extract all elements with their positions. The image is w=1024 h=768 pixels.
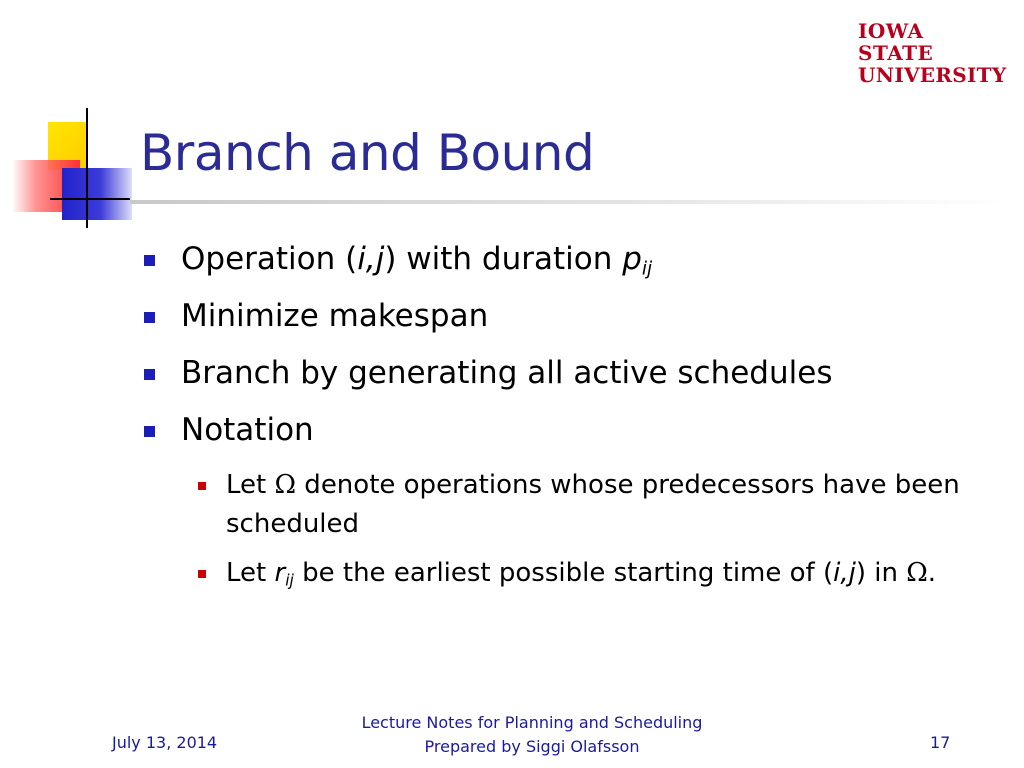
bullet-square-icon	[144, 312, 155, 323]
sub-bullet-square-icon	[198, 570, 206, 578]
slide-title: Branch and Bound	[140, 124, 595, 182]
title-underline	[130, 200, 1010, 204]
ij-text: i,j	[357, 241, 385, 277]
horizontal-line	[50, 198, 130, 200]
blue-square	[62, 168, 132, 220]
sub-bullet-text: Let	[226, 558, 275, 588]
sub-bullet-text: in	[865, 558, 907, 588]
footer-line-1: Lecture Notes for Planning and Scheduling	[361, 713, 703, 732]
bullet-list	[144, 234, 1004, 601]
sub-bullet-square-icon	[198, 482, 206, 490]
ij-text: i,j	[833, 558, 856, 588]
bullet-text: Branch by generating all active schedules	[181, 355, 833, 391]
sub-bullet-text: .	[927, 558, 937, 588]
omega-symbol: Ω	[274, 470, 297, 500]
page-number: 17	[930, 733, 951, 752]
sub-bullet-rij	[189, 554, 1004, 601]
r-symbol: r	[274, 558, 286, 588]
bullet-text: Operation (	[181, 241, 358, 277]
bullet-item-makespan	[144, 291, 1004, 348]
ij-subscript: ij	[641, 258, 653, 280]
sub-bullet-omega	[189, 466, 1004, 544]
bullet-item-operation	[144, 234, 1004, 291]
p-symbol: p	[622, 241, 642, 277]
corner-decoration	[0, 100, 140, 230]
university-logo	[858, 19, 1007, 87]
ij-subscript: ij	[285, 571, 294, 590]
sub-bullet-text: )	[855, 558, 866, 588]
sub-bullet-text: denote operations whose predecessors have been scheduled	[226, 470, 960, 539]
logo-line-2: UNIVERSITY	[858, 63, 1007, 87]
bullet-square-icon	[144, 255, 155, 266]
footer-line-2: Prepared by Siggi Olafsson	[424, 737, 640, 756]
sub-bullet-text: Let	[226, 470, 275, 500]
bullet-square-icon	[144, 369, 155, 380]
footer-notes	[332, 711, 732, 759]
logo-line-1: IOWA STATE	[858, 19, 934, 65]
bullet-text: Minimize makespan	[181, 298, 489, 334]
bullet-item-notation	[144, 405, 1004, 462]
footer-date: July 13, 2014	[112, 733, 218, 752]
bullet-square-icon	[144, 426, 155, 437]
sub-bullet-text: be the earliest possible starting time of (	[293, 558, 834, 588]
bullet-text: ) with duration	[384, 241, 623, 277]
vertical-line	[86, 108, 88, 228]
bullet-text: Notation	[181, 412, 314, 448]
omega-symbol: Ω	[906, 558, 928, 588]
bullet-item-branch	[144, 348, 1004, 405]
